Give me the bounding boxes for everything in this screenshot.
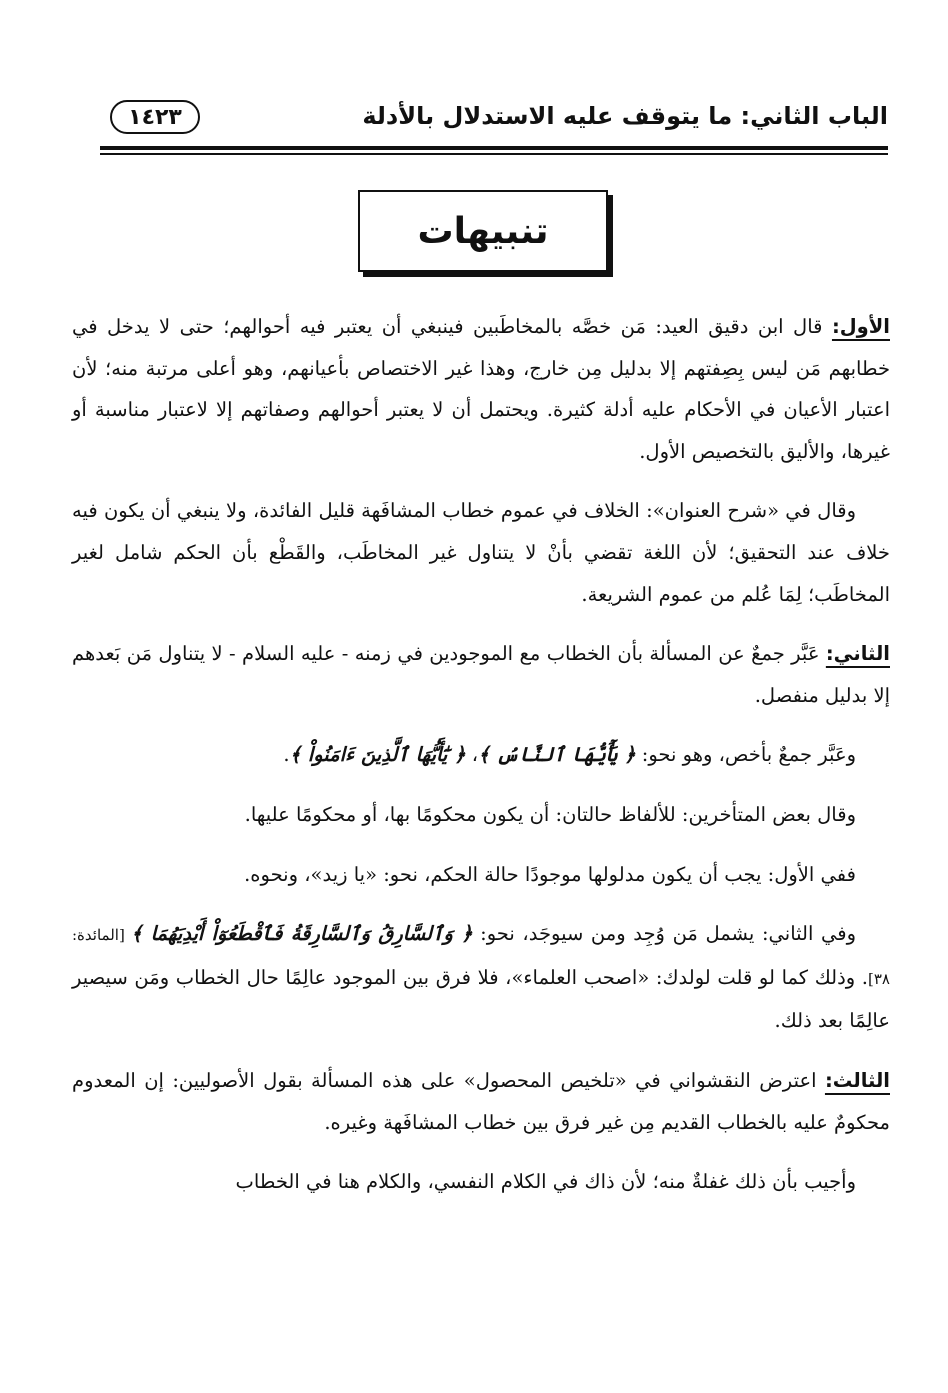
- note-label-first: الأول:: [831, 315, 890, 338]
- paragraph-text: ففي الأول: يجب أن يكون مدلولها موجودًا حالة الحكم، نحو: «يا زيد»، ونحوه.: [244, 862, 856, 886]
- paragraph-text: وعَبَّر جمعٌ بأخص، وهو نحو:: [635, 743, 856, 767]
- page-number-text: ١٤٢٣: [128, 104, 182, 130]
- body-text: [72, 306, 890, 1221]
- paragraph-text: وقال بعض المتأخرين: للألفاظ حالتان: أن يكون محكومًا بها، أو محكومًا عليها.: [244, 802, 856, 826]
- paragraph-text: عَبَّر جمعٌ عن المسألة بأن الخطاب مع الموجودين في زمنه - عليه السلام - لا يتناول مَن بَعدهم إلا بدليل منفصل.: [72, 642, 890, 707]
- note-label-second: الثاني:: [825, 642, 890, 666]
- separator: ،: [465, 743, 479, 767]
- paragraph-text: وفي الثاني: يشمل مَن وُجِد ومن سيوجَد، نحو:: [472, 922, 856, 946]
- quran-verse: ﴿ يَٰٓأَيُّهَا ٱلَّذِينَ ءَامَنُواْ ﴾: [289, 743, 466, 767]
- paragraph-third-note: [72, 1060, 890, 1143]
- section-title: تنبيهات: [417, 210, 549, 252]
- paragraph-text: وأجيب بأن ذلك غفلةٌ منه؛ لأن ذاك في الكلام النفسي، والكلام هنا في الخطاب: [235, 1170, 856, 1194]
- paragraph-first-note: [72, 306, 890, 472]
- quran-verse: ﴿ يَٰٓأَيُّهَا ٱلنَّاسُ ﴾: [478, 743, 636, 767]
- section-title-box: [358, 190, 608, 272]
- paragraph-sharh-alunwan: [72, 490, 890, 615]
- paragraph-text: . وذلك كما لو قلت لولدك: «اصحب العلماء»، فلا فرق بين الموجود عالِمًا حال الخطاب ومَن سيصير عالِمًا بعد ذلك.: [72, 965, 890, 1033]
- quran-verse: ﴿ وَٱلسَّارِقُ وَٱلسَّارِقَةُ فَٱقْطَعُوٓاْ أَيْدِيَهُمَا ﴾: [130, 922, 473, 946]
- verse-reference: [المائدة: ٣٨]: [72, 926, 890, 988]
- paragraph-first-state: [72, 854, 890, 896]
- paragraph-text: اعترض النقشواني في «تلخيص المحصول» على هذه المسألة بقول الأصوليين: إن المعدوم محكومٌ عليه بالخطاب القديم مِن غير فرق بين خطاب المشافَهة وغيره.: [72, 1068, 890, 1134]
- paragraph-second-note: [72, 633, 890, 716]
- paragraph-text: قال ابن دقيق العيد: مَن خصَّه بالمخاطَبين فينبغي أن يعتبر فيه أحوالهم؛ حتى لا يدخل في خطابهم مَن ليس بِصِفتهم إلا بدليل مِن خارج، وهذا غير الاختصاص بأعيانهم، وهو أعلى مرتبة منه؛ لأن اعتبار الأعيان في الأحكام عليه أدلة كثيرة. ويحتمل أن لا يعتبر أحوالهم وصفاتهم إلا لاعتبار مناسبة أو غيرها، والأليق بالتخصيص الأول.: [72, 315, 890, 463]
- paragraph-second-state: [72, 913, 890, 1042]
- header-rule-thick: [100, 146, 888, 150]
- paragraph-two-states: [72, 794, 890, 836]
- running-title: الباب الثاني: ما يتوقف عليه الاستدلال بالأدلة: [362, 102, 888, 130]
- paragraph-end: .: [283, 743, 290, 767]
- header-rule-thin: [100, 153, 888, 155]
- note-label-third: الثالث:: [824, 1068, 890, 1092]
- paragraph-text: وقال في «شرح العنوان»: الخلاف في عموم خطاب المشافَهة قليل الفائدة، ولا ينبغي أن يكون فيه خلاف عند التحقيق؛ لأن اللغة تقضي بأنْ لا يتناول غير المخاطَب، والقَطْع بأن الحكم شامل لغير المخاطَب؛ لِمَا عُلم من عموم الشريعة.: [72, 499, 890, 606]
- page-number: [110, 100, 200, 134]
- paragraph-quran-examples: [72, 734, 890, 776]
- paragraph-response: [72, 1161, 890, 1203]
